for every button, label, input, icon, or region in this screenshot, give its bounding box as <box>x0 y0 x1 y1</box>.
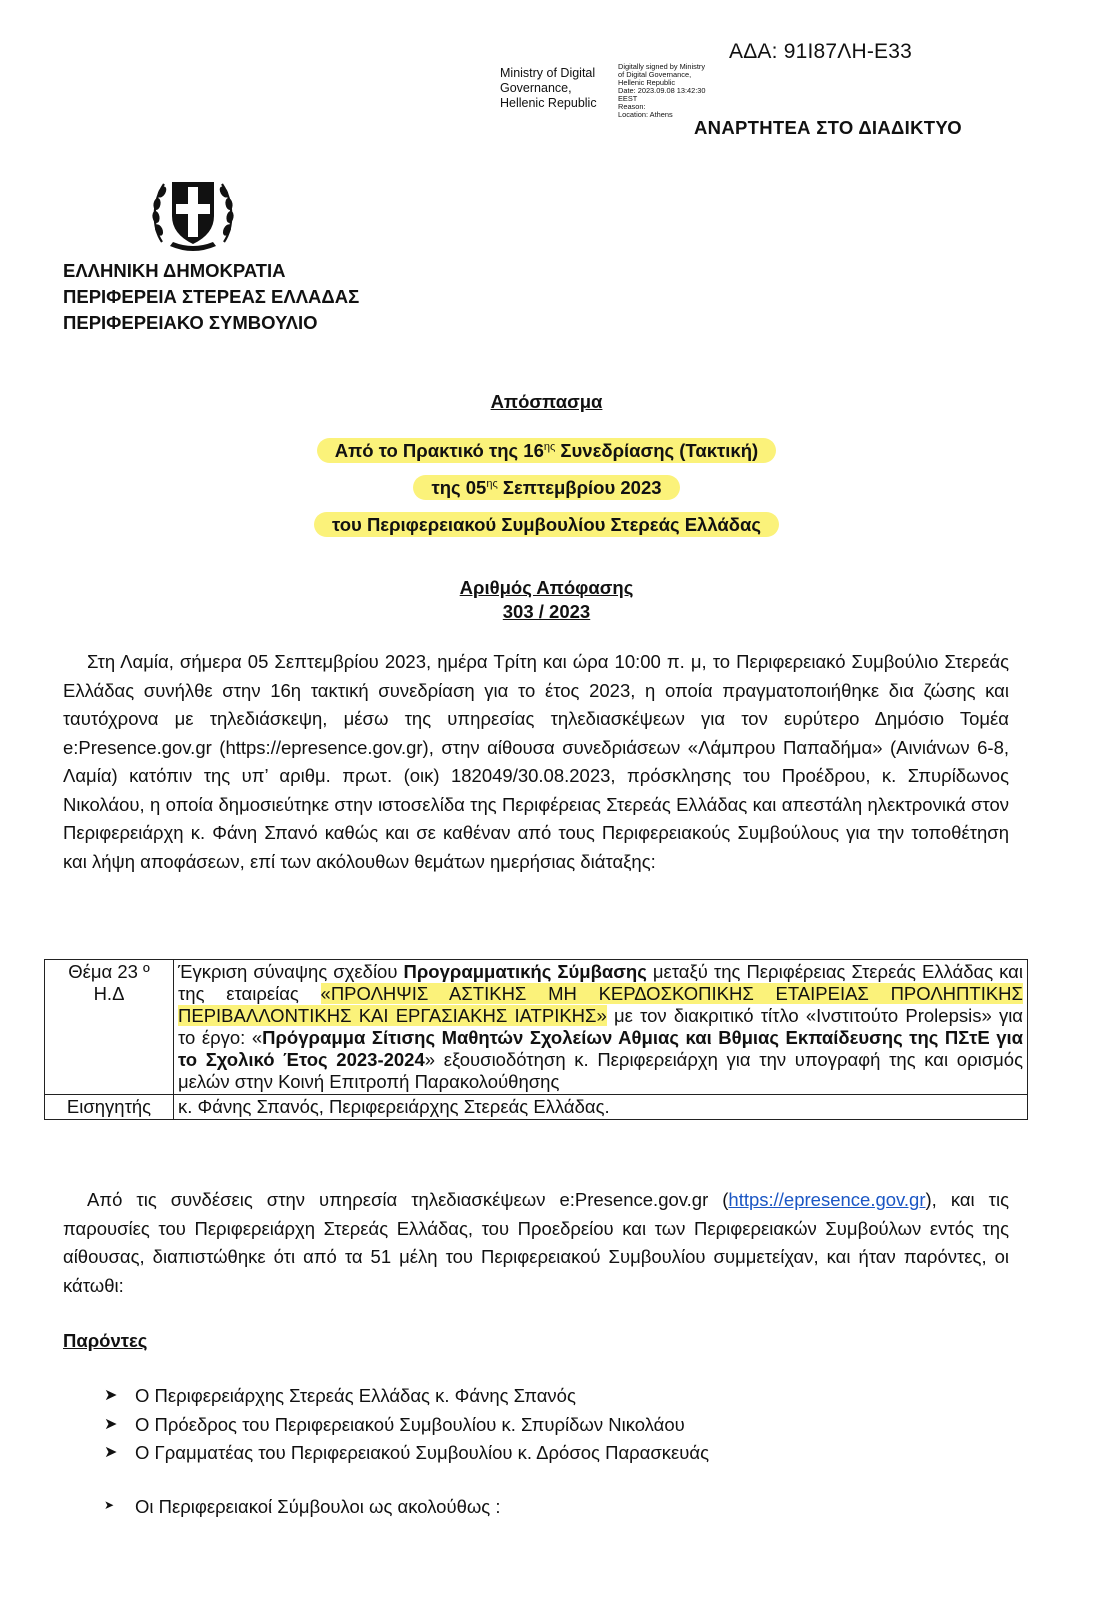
title-text: Συνεδρίασης (Τακτική) <box>555 440 759 461</box>
decision-label: Αριθμός Απόφασης <box>459 577 634 598</box>
arrow-bullet-icon: ➤ <box>104 1444 118 1461</box>
excerpt-label: Απόσπασμα <box>490 391 603 412</box>
list-item-text: Ο Γραμματέας του Περιφερειακού Συμβουλίου κ. Δρόσος Παρασκευάς <box>135 1442 710 1463</box>
decision-number: 303 / 2023 <box>502 601 591 622</box>
table-row <box>45 1095 1028 1120</box>
minutes-title-line-1 <box>0 440 1093 462</box>
epresence-link[interactable]: https://epresence.gov.gr <box>728 1189 926 1210</box>
signature-detail-line: of Digital Governance, <box>618 70 692 79</box>
list-item <box>104 1382 709 1411</box>
topic-type: Η.Δ <box>93 983 125 1004</box>
post-online-label: ΑΝΑΡΤΗΤΕΑ ΣΤΟ ΔΙΑΔΙΚΤΥΟ <box>694 117 962 138</box>
attendance-text: Από τις συνδέσεις στην υπηρεσία τηλεδιασκέψεων e:Presence.gov.gr ( <box>87 1189 729 1210</box>
list-item-text: Ο Πρόεδρος του Περιφερειακού Συμβουλίου κ. Σπυρίδων Νικολάου <box>135 1413 685 1435</box>
presents-list <box>104 1382 709 1468</box>
header-line: ΠΕΡΙΦΕΡΕΙΑΚΟ ΣΥΜΒΟΥΛΙΟ <box>63 312 318 333</box>
signature-detail-line: Reason: <box>618 102 646 111</box>
topic-number: Θέμα 23 º <box>68 961 150 982</box>
signer-line: Ministry of Digital <box>500 66 596 80</box>
excerpt-heading <box>0 391 1093 413</box>
topic-text: μεταξύ της Περιφέρειας Στερεάς Ελλάδας και της εταιρείας <box>178 961 1023 1004</box>
signer-line: Governance, <box>500 81 572 95</box>
issuer-header <box>63 258 359 336</box>
title-text: Από το Πρακτικό της 16 <box>334 440 544 461</box>
greek-coat-of-arms-icon <box>150 172 236 256</box>
arrow-bullet-icon: ➤ <box>104 1498 115 1512</box>
signature-detail-line: Location: Athens <box>618 110 673 119</box>
topic-text: » εξουσιοδότηση κ. Περιφερειάρχη για την υπογραφή της και ορισμός μελών στην Κοινή Επιτροπή Παρακολούθησης <box>178 1049 1023 1092</box>
ada-code: ΑΔΑ: 91Ι87ΛΗ-Ε33 <box>729 40 913 63</box>
attendance-text: ), και τις παρουσίες του Περιφερειάρχη Στερεάς Ελλάδας, του Προεδρείου και των Περιφερειακών Συμβούλων εντός της αίθουσας, διαπιστώθηκε ότι από τα 51 μέλη του Περιφερειακού Συμβουλίου συμμετείχαν, και ήταν παρόντες, οι κάτωθι: <box>63 1189 1009 1296</box>
title-text: του Περιφερειακού Συμβουλίου Στερεάς Ελλάδας <box>314 512 779 537</box>
table-row <box>45 960 1028 1095</box>
signature-detail-line: Date: 2023.09.08 13:42:30 <box>618 86 706 95</box>
topic-label-cell <box>45 960 174 1095</box>
rapporteur-label: Εισηγητής <box>45 1095 174 1120</box>
topic-description-cell <box>174 960 1028 1095</box>
arrow-bullet-icon: ➤ <box>104 1415 118 1433</box>
list-item-text: Ο Περιφερειάρχης Στερεάς Ελλάδας κ. Φάνης Σπανός <box>135 1385 576 1406</box>
topic-project-title: Πρόγραμμα Σίτισης Μαθητών Σχολείων Αθμιας και Βθμιας Εκπαίδευσης της ΠΣτΕ για το Σχολικό Έτος 2023-2024 <box>178 1027 1023 1070</box>
minutes-title-line-2 <box>0 477 1093 499</box>
header-line: ΕΛΛΗΝΙΚΗ ΔΗΜΟΚΡΑΤΙΑ <box>63 260 286 281</box>
minutes-title-line-3 <box>0 514 1093 536</box>
signature-detail-line: Digitally signed by Ministry <box>618 62 706 71</box>
attendance-paragraph <box>63 1186 1009 1300</box>
signature-detail-line: EEST <box>618 94 638 103</box>
signature-signer <box>500 66 616 111</box>
decision-number-block <box>0 576 1093 624</box>
agenda-table <box>44 959 1028 1120</box>
title-superscript: ης <box>543 440 556 453</box>
rapporteur-name: κ. Φάνης Σπανός, Περιφερειάρχης Στερεάς Ελλάδας. <box>174 1095 1028 1120</box>
list-item <box>104 1411 709 1440</box>
signature-details <box>618 63 738 119</box>
title-text: της 05 <box>431 477 487 498</box>
presents-heading: Παρόντες <box>63 1330 148 1351</box>
list-item-text: Οι Περιφερειακοί Σύμβουλοι ως ακολούθως : <box>135 1496 501 1517</box>
header-line: ΠΕΡΙΦΕΡΕΙΑ ΣΤΕΡΕΑΣ ΕΛΛΑΔΑΣ <box>63 286 360 307</box>
arrow-bullet-icon: ➤ <box>104 1387 118 1404</box>
topic-text: με τον διακριτικό τίτλο «Ινστιτούτο Prolepsis» για το έργο: « <box>178 1005 1023 1048</box>
topic-text-bold: Προγραμματικής Σύμβασης <box>403 961 647 982</box>
list-item <box>104 1496 501 1518</box>
signature-detail-line: Hellenic Republic <box>618 78 676 87</box>
topic-company-name: «ΠΡΟΛΗΨΙΣ ΑΣΤΙΚΗΣ ΜΗ ΚΕΡΔΟΣΚΟΠΙΚΗΣ ΕΤΑΙΡΕΙΑΣ ΠΡΟΛΗΠΤΙΚΗΣ ΠΕΡΙΒΑΛΛΟΝΤΙΚΗΣ ΚΑΙ ΕΡΓΑΣΙΑΚΗΣ ΙΑΤΡΙΚΗΣ» <box>178 983 1023 1026</box>
topic-text: Έγκριση σύναψης σχεδίου <box>178 961 404 982</box>
title-text: Σεπτεμβρίου 2023 <box>497 477 662 498</box>
list-item <box>104 1439 709 1468</box>
intro-paragraph: Στη Λαμία, σήμερα 05 Σεπτεμβρίου 2023, ημέρα Τρίτη και ώρα 10:00 π. μ, το Περιφερειακό Συμβούλιο Στερεάς Ελλάδας συνήλθε στην 16η τακτική συνεδρίαση για το έτος 2023, η οποία πραγματοποιήθηκε δια ζώσης και ταυτόχρονα με τηλεδιάσκεψη, μέσω της υπηρεσίας τηλεδιασκέψεων για τον ευρύτερο Δημόσιο Τομέα e:Presence.gov.gr (https://epresence.gov.gr), στην αίθουσα συνεδριάσεων «Λάμπρου Παπαδήμα» (Αινιάνων 6-8, Λαμία) κατόπιν της υπ’ αριθμ. πρωτ. (οικ) 182049/30.08.2023, πρόσκλησης του Προέδρου, κ. Σπυρίδωνος Νικολάου, η οποία δημοσιεύτηκε στην ιστοσελίδα της Περιφέρειας Στερεάς Ελλάδας και απεστάλη ηλεκτρονικά στον Περιφερειάρχη κ. Φάνη Σπανό καθώς και σε καθέναν από τους Περιφερειακούς Συμβούλους για την τοποθέτηση και λήψη αποφάσεων, επί των ακόλουθων θεμάτων ημερήσιας διάταξης: <box>63 651 1009 872</box>
signer-line: Hellenic Republic <box>500 96 597 110</box>
title-superscript: ης <box>486 477 498 490</box>
